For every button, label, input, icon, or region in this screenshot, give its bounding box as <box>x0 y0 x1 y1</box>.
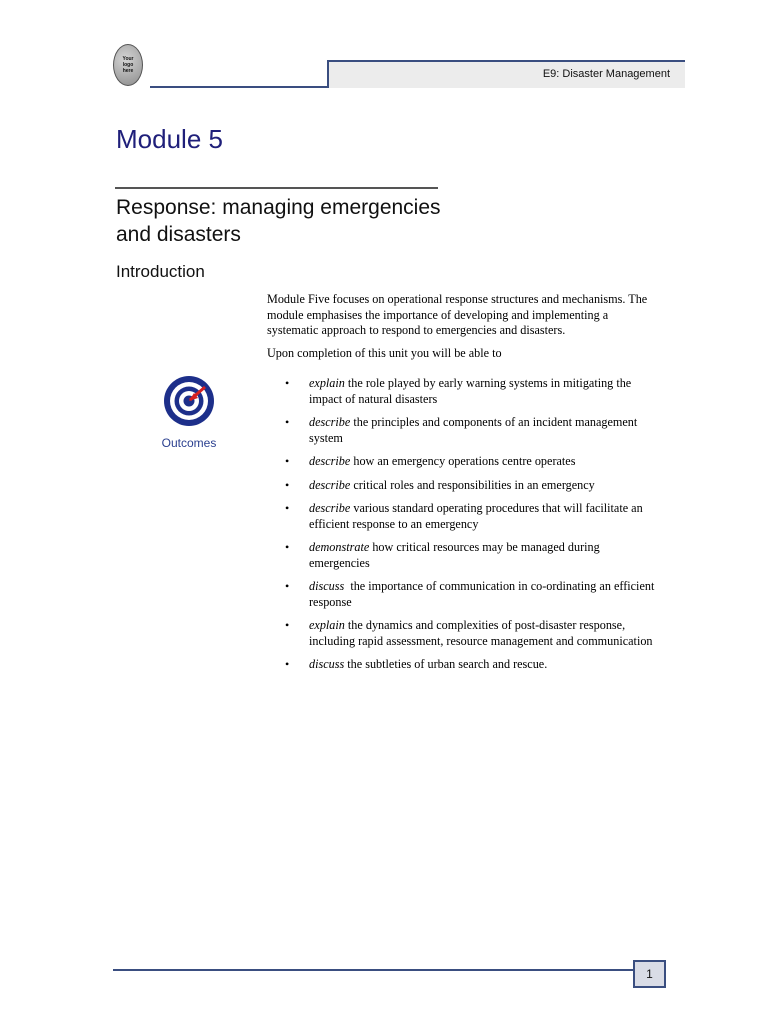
outcome-verb: describe <box>309 501 351 515</box>
outcome-verb: describe <box>309 415 351 429</box>
outcomes-label: Outcomes <box>161 436 217 450</box>
outcome-verb: discuss <box>309 579 345 593</box>
list-item: • explain the role played by early warning systems in mitigating the impact of natural disasters <box>285 376 632 406</box>
outcome-verb: explain <box>309 618 345 632</box>
outcome-text: how critical resources may be managed during emergencies <box>309 540 600 570</box>
outcome-verb: describe <box>309 477 351 492</box>
course-title: E9: Disaster Management <box>542 68 670 80</box>
list-item: • describe various standard operating procedures that will facilitate an efficient response to an emergency <box>285 501 643 531</box>
logo-text: Your logo here <box>122 56 134 74</box>
list-item: • describe critical roles and responsibilities in an emergency <box>285 477 595 492</box>
title-divider <box>115 187 438 189</box>
list-item: • describe how an emergency operations centre operates <box>285 454 576 468</box>
outcome-text: the principles and components of an incident management system <box>309 415 638 445</box>
outcome-text: various standard operating procedures that will facilitate an efficient response to an emergency <box>309 501 643 531</box>
section-title: Response: managing emergencies and disasters <box>116 196 441 246</box>
list-item: • describe the principles and components of an incident management system <box>285 415 638 445</box>
page-number: 1 <box>633 960 666 988</box>
outcome-verb: demonstrate <box>309 540 370 554</box>
introduction-heading: Introduction <box>116 262 205 281</box>
outcome-text: the subtleties of urban search and rescue. <box>344 657 548 671</box>
outcomes-list <box>285 376 658 681</box>
logo-placeholder <box>113 44 143 86</box>
list-item: • discuss the importance of communication in co-ordinating an efficient response <box>285 579 658 609</box>
outcome-text: the role played by early warning systems in mitigating the impact of natural disasters <box>309 376 632 406</box>
completion-lead: Upon completion of this unit you will be able to <box>267 346 502 360</box>
outcome-text: how an emergency operations centre operates <box>350 454 576 468</box>
outcome-text: critical roles and responsibilities in an emergency <box>350 477 595 492</box>
footer-rule <box>113 969 635 971</box>
outcome-verb: explain <box>309 376 345 390</box>
target-icon <box>163 375 215 427</box>
list-item: • explain the dynamics and complexities of post-disaster response, including rapid assessment, resource management and communication <box>285 618 653 648</box>
outcome-text: the dynamics and complexities of post-disaster response, including rapid assessment, resource management and communication <box>309 618 653 648</box>
intro-paragraph: Module Five focuses on operational response structures and mechanisms. The module emphasises the importance of developing and implementing a systematic approach to respond to emergencies and disasters. <box>267 292 648 337</box>
list-item: • demonstrate how critical resources may be managed during emergencies <box>285 540 600 570</box>
outcome-verb: discuss <box>309 657 345 671</box>
outcome-verb: describe <box>309 454 351 468</box>
list-item: • discuss the subtleties of urban search and rescue. <box>285 657 548 671</box>
outcome-text: the importance of communication in co-ordinating an efficient response <box>309 579 658 609</box>
header-rule <box>150 86 330 88</box>
module-title: Module 5 <box>116 124 223 154</box>
